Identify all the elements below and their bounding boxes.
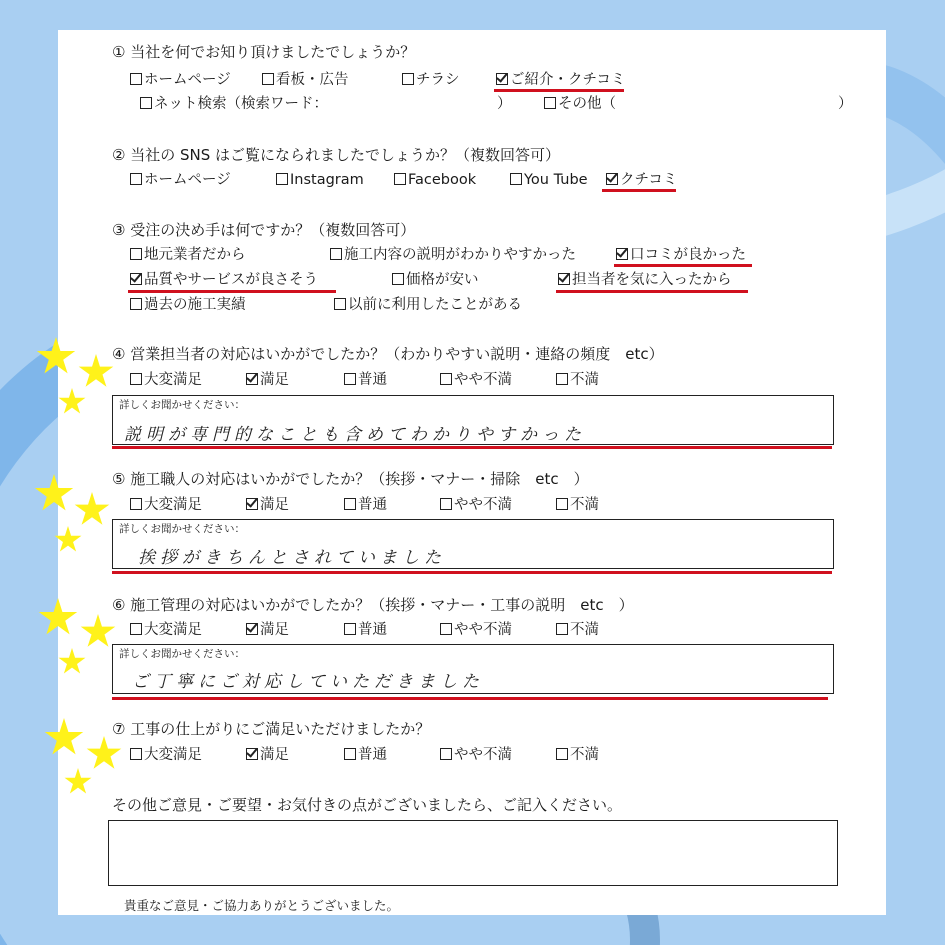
checkbox-icon: [544, 97, 556, 109]
q5-option[interactable]: 不満: [556, 496, 599, 514]
q1-net-search[interactable]: ネット検索（検索ワード：: [140, 95, 328, 113]
q6-option[interactable]: 大変満足: [130, 621, 202, 639]
q3-option-selected[interactable]: 品質やサービスが良さそう: [130, 271, 318, 289]
question-4-title: ④ 営業担当者の対応はいかがでしたか？（わかりやすい説明・連絡の頻度 etc）: [112, 345, 664, 363]
checkbox-icon: [344, 373, 356, 385]
checkbox-icon: [556, 498, 568, 510]
checkbox-icon: [556, 623, 568, 635]
red-underline: [128, 290, 336, 293]
checkbox-icon: [334, 298, 346, 310]
checkbox-icon: [440, 623, 452, 635]
detail-label: 詳しくお聞かせください：: [119, 523, 245, 535]
detail-label: 詳しくお聞かせください：: [119, 648, 245, 660]
q1-option-selected[interactable]: ご紹介・クチコミ: [496, 71, 625, 89]
q5-option[interactable]: 普通: [344, 496, 387, 514]
checkbox-icon: [556, 748, 568, 760]
checkbox-icon: [556, 373, 568, 385]
question-1-title: ① 当社を何でお知り頂けましたでしょうか？: [112, 43, 416, 61]
question-5-title: ⑤ 施工職人の対応はいかがでしたか？（挨拶・マナー・掃除 etc ）: [112, 470, 589, 488]
checkbox-icon: [510, 173, 522, 185]
q2-option[interactable]: ホームページ: [130, 171, 231, 189]
q2-option[interactable]: Facebook: [394, 171, 476, 189]
checkbox-checked-icon: [606, 173, 618, 185]
q3-option-selected[interactable]: 担当者を気に入ったから: [558, 271, 732, 289]
checkbox-icon: [130, 173, 142, 185]
checkbox-icon: [440, 373, 452, 385]
q4-option[interactable]: 大変満足: [130, 371, 202, 389]
checkbox-icon: [344, 498, 356, 510]
q1-other-close: ）: [838, 96, 853, 112]
checkbox-icon: [440, 498, 452, 510]
checkbox-icon: [344, 748, 356, 760]
q7-option[interactable]: 普通: [344, 746, 387, 764]
checkbox-icon: [402, 73, 414, 85]
question-7-title: ⑦ 工事の仕上がりにご満足いただけましたか？: [112, 720, 431, 738]
q4-option[interactable]: 普通: [344, 371, 387, 389]
q5-handwritten-answer: 挨拶がきちんとされていました: [138, 548, 446, 568]
q3-option[interactable]: 地元業者だから: [130, 246, 246, 264]
q2-option[interactable]: Instagram: [276, 171, 364, 189]
checkbox-checked-icon: [130, 273, 142, 285]
checkbox-icon: [130, 298, 142, 310]
q6-option[interactable]: やや不満: [440, 621, 512, 639]
q5-option[interactable]: 大変満足: [130, 496, 202, 514]
q7-option[interactable]: やや不満: [440, 746, 512, 764]
q6-handwritten-answer: ご丁寧にご対応していただきました: [132, 672, 484, 692]
q3-option[interactable]: 以前に利用したことがある: [334, 296, 522, 314]
q3-option[interactable]: 価格が安い: [392, 271, 479, 289]
q2-option[interactable]: You Tube: [510, 171, 588, 189]
checkbox-checked-icon: [246, 748, 258, 760]
checkbox-checked-icon: [246, 623, 258, 635]
q5-option-selected[interactable]: 満足: [246, 496, 289, 514]
checkbox-checked-icon: [496, 73, 508, 85]
checkbox-checked-icon: [616, 248, 628, 260]
thanks-message: 貴重なご意見・ご協力ありがとうございました。: [124, 898, 400, 913]
checkbox-icon: [440, 748, 452, 760]
q1-option[interactable]: チラシ: [402, 71, 460, 89]
q2-option-selected[interactable]: クチコミ: [606, 171, 677, 189]
red-underline: [602, 189, 676, 192]
q3-option-selected[interactable]: 口コミが良かった: [616, 246, 746, 264]
checkbox-icon: [140, 97, 152, 109]
other-comments-box[interactable]: [108, 820, 838, 886]
q3-option[interactable]: 施工内容の説明がわかりやすかった: [330, 246, 576, 264]
q1-option[interactable]: ホームページ: [130, 71, 231, 89]
q4-option[interactable]: やや不満: [440, 371, 512, 389]
red-underline: [556, 290, 748, 293]
q7-option[interactable]: 不満: [556, 746, 599, 764]
q4-option[interactable]: 不満: [556, 371, 599, 389]
q1-net-close: ）: [497, 96, 512, 112]
q6-option[interactable]: 不満: [556, 621, 599, 639]
q5-option[interactable]: やや不満: [440, 496, 512, 514]
checkbox-checked-icon: [246, 373, 258, 385]
q6-option[interactable]: 普通: [344, 621, 387, 639]
question-2-title: ② 当社の SNS はご覧になられましたでしょうか？（複数回答可）: [112, 146, 561, 164]
checkbox-icon: [130, 748, 142, 760]
q7-option-selected[interactable]: 満足: [246, 746, 289, 764]
other-comments-label: その他ご意見・ご要望・お気付きの点がございましたら、ご記入ください。: [112, 796, 623, 814]
checkbox-icon: [130, 373, 142, 385]
checkbox-icon: [130, 498, 142, 510]
red-underline: [112, 446, 832, 449]
q7-option[interactable]: 大変満足: [130, 746, 202, 764]
checkbox-checked-icon: [558, 273, 570, 285]
detail-label: 詳しくお聞かせください：: [119, 399, 245, 411]
q1-option[interactable]: 看板・広告: [262, 71, 349, 89]
checkbox-icon: [344, 623, 356, 635]
red-underline: [614, 264, 752, 267]
checkbox-icon: [130, 248, 142, 260]
red-underline: [112, 697, 828, 700]
checkbox-icon: [262, 73, 274, 85]
q4-option-selected[interactable]: 満足: [246, 371, 289, 389]
q4-handwritten-answer: 説明が専門的なことも含めてわかりやすかった: [124, 425, 586, 445]
checkbox-icon: [392, 273, 404, 285]
red-underline: [494, 89, 624, 92]
checkbox-icon: [394, 173, 406, 185]
question-3-title: ③ 受注の決め手は何ですか？（複数回答可）: [112, 221, 416, 239]
question-6-title: ⑥ 施工管理の対応はいかがでしたか？（挨拶・マナー・工事の説明 etc ）: [112, 596, 634, 614]
q1-other[interactable]: その他（: [544, 95, 616, 113]
q3-option[interactable]: 過去の施工実績: [130, 296, 246, 314]
checkbox-icon: [330, 248, 342, 260]
checkbox-icon: [276, 173, 288, 185]
checkbox-icon: [130, 623, 142, 635]
red-underline: [112, 571, 832, 574]
checkbox-icon: [130, 73, 142, 85]
checkbox-checked-icon: [246, 498, 258, 510]
q6-option-selected[interactable]: 満足: [246, 621, 289, 639]
